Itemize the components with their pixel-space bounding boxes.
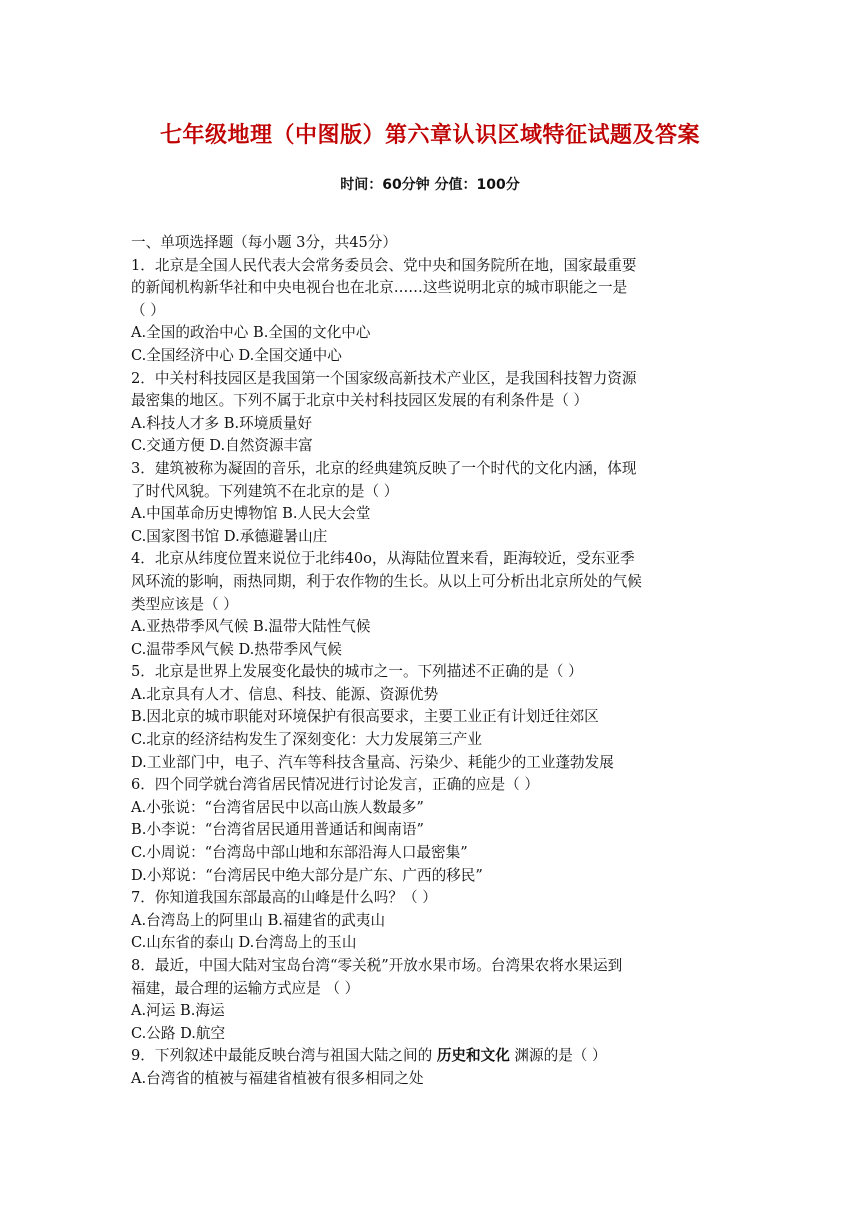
option-line: A.亚热带季风气候 B.温带大陆性气候 xyxy=(131,618,371,636)
option-line: C.交通方便 D.自然资源丰富 xyxy=(131,437,313,455)
question-stem-line: 的新闻机构新华社和中央电视台也在北京……这些说明北京的城市职能之一是 xyxy=(131,279,628,297)
question-stem-line: 2．中关村科技园区是我国第一个国家级高新技术产业区，是我国科技智力资源 xyxy=(131,369,637,387)
question-stem-line xyxy=(131,1045,736,1068)
section-header: 一、单项选择题（每小题 3分，共45分） xyxy=(131,234,397,251)
question-8 xyxy=(131,955,736,1045)
option-line: D.工业部门中，电子、汽车等科技含量高、污染少、耗能少的工业蓬勃发展 xyxy=(131,753,614,771)
question-stem-line: 最密集的地区。下列不属于北京中关村科技园区发展的有利条件是（ ） xyxy=(131,392,589,410)
question-stem-line: 福建，最合理的运输方式应是 （ ） xyxy=(131,979,360,997)
question-4 xyxy=(131,548,736,661)
question-stem-line: 6．四个同学就台湾省居民情况进行讨论发言，正确的应是（ ） xyxy=(131,776,539,794)
question-stem-line: 类型应该是（ ） xyxy=(131,595,238,613)
question-5 xyxy=(131,661,736,774)
option-line: C.北京的经济结构发生了深刻变化：大力发展第三产业 xyxy=(131,731,482,749)
option-line: A.河运 B.海运 xyxy=(131,1002,225,1020)
option-line: C.小周说：“台湾岛中部山地和东部沿海人口最密集” xyxy=(131,844,468,862)
option-line: D.小郑说：“台湾居民中绝大部分是广东、广西的移民” xyxy=(131,866,483,884)
exam-time-score: 时间：60分钟 分值：100分 xyxy=(340,177,520,193)
option-line: C.公路 D.航空 xyxy=(131,1024,226,1042)
question-2 xyxy=(131,368,736,458)
option-line: C.全国经济中心 D.全国交通中心 xyxy=(131,346,342,364)
option-line: A.台湾省的植被与福建省植被有很多相同之处 xyxy=(131,1069,424,1087)
question-3 xyxy=(131,458,736,548)
question-stem-line: 4．北京从纬度位置来说位于北纬40o，从海陆位置来看，距海较近，受东亚季 xyxy=(131,550,635,568)
option-line: A.科技人才多 B.环境质量好 xyxy=(131,414,313,432)
question-stem-line: 风环流的影响，雨热同期，利于农作物的生长。从以上可分析出北京所处的气候 xyxy=(131,572,642,590)
question-1 xyxy=(131,255,736,368)
option-line: A.台湾岛上的阿里山 B.福建省的武夷山 xyxy=(131,911,386,929)
option-line: A.中国革命历史博物馆 B.人民大会堂 xyxy=(131,505,371,523)
question-9-prefix: 9．下列叙述中最能反映台湾与祖国大陆之间的 xyxy=(131,1047,437,1065)
question-stem-line: 7．你知道我国东部最高的山峰是什么吗？（ ） xyxy=(131,889,437,907)
document-title: 七年级地理（中图版）第六章认识区域特征试题及答案 xyxy=(159,123,700,148)
question-7 xyxy=(131,887,736,955)
question-stem-line: 3．建筑被称为凝固的音乐，北京的经典建筑反映了一个时代的文化内涵，体现 xyxy=(131,459,637,477)
document-body xyxy=(131,232,736,1091)
question-9-emphasis: 历史和文化 xyxy=(436,1047,510,1065)
option-line: A.小张说：“台湾省居民中以高山族人数最多” xyxy=(131,798,424,816)
question-9-suffix: 渊源的是（ ） xyxy=(509,1047,607,1065)
option-line: A.全国的政治中心 B.全国的文化中心 xyxy=(131,324,371,342)
question-stem-line: 了时代风貌。下列建筑不在北京的是（ ） xyxy=(131,482,399,500)
option-line: C.山东省的泰山 D.台湾岛上的玉山 xyxy=(131,934,357,952)
question-stem-line: 1．北京是全国人民代表大会常务委员会、党中央和国务院所在地，国家最重要 xyxy=(131,256,637,274)
option-line: C.温带季风气候 D.热带季风气候 xyxy=(131,640,342,658)
question-stem-line: （ ） xyxy=(131,301,165,319)
question-stem-line: 5．北京是世界上发展变化最快的城市之一。下列描述不正确的是（ ） xyxy=(131,663,583,681)
option-line: B.因北京的城市职能对环境保护有很高要求，主要工业正有计划迁往郊区 xyxy=(131,708,599,726)
option-line: B.小李说：“台湾省居民通用普通话和闽南语” xyxy=(131,821,424,839)
question-stem-line: 8．最近，中国大陆对宝岛台湾“零关税”开放水果市场。台湾果农将水果运到 xyxy=(131,957,623,974)
option-line: A.北京具有人才、信息、科技、能源、资源优势 xyxy=(131,685,439,703)
question-6 xyxy=(131,774,736,887)
question-list xyxy=(131,255,736,1046)
option-line: C.国家图书馆 D.承德避暑山庄 xyxy=(131,527,328,545)
